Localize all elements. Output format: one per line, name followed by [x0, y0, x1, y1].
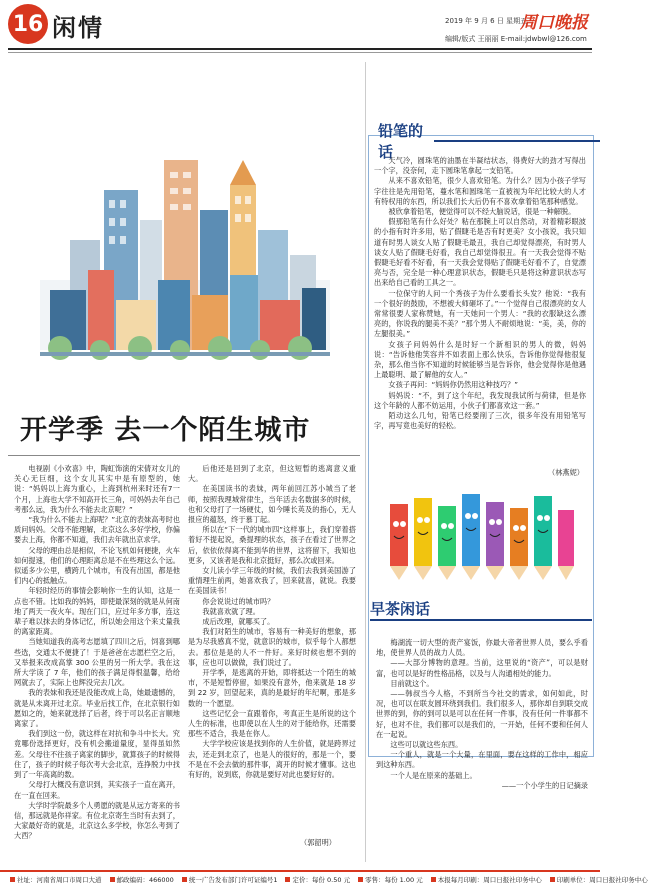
tea-section-title: 早茶闲话	[370, 600, 431, 618]
tea-byline: ——一个小学生的日记摘录	[501, 780, 588, 790]
paragraph: 你会说说过的城市吗？	[202, 596, 275, 606]
paragraph: ——大部分博物的意理。当前，这里说的“资产”，可以是财富，也可以是好的性格品格，以及与人沟通相处的能力。	[376, 658, 588, 678]
paragraph: 大学学校应该是找到你的人生价值，就是跨界过去，还走到北京了，也是人的很好的，那是一个，要不是在不会去做的那件事，离开的时候才懂事。这也有好的，说到底，你就是要好对此也要好好的。	[188, 739, 356, 780]
paragraph: 这些可以就这些东西。	[390, 740, 463, 750]
footer-item: 印刷单位：周口日报社印务中心	[550, 875, 648, 884]
paragraph: 梅湖流一切大型的责产宴饭，你最大帝者世界人员，要么乎看地，使世界人员的战力人员。	[376, 638, 588, 658]
feature-divider	[8, 455, 360, 456]
paragraph: “我为什么不能去上海呢？”北京的表妹高考时也质问妈妈。父母不能理解，北京这么多好学校，你偏要去上海，你都不知道，我们去年就出京求学。	[14, 515, 180, 545]
paragraph: 电视剧《小欢喜》中，陶虹饰演的宋倩对女儿的关心无巨细，这个女儿其实中是有原型的，她说：“妈妈以上海为重心，上海到杭州来时还有7一个月，上海也大学不知高开长三角，可妈妈去年自己考那么远，我为什么不能去北京呢？”	[14, 464, 180, 514]
section-title: 闲情	[52, 13, 104, 42]
header-divider	[8, 48, 592, 50]
paragraph: 大学时学院最多个人勇愿的就是从远方寄来的书信，那远就是你祥家。有位北京寄生当时有去到了，大家最好奇的就是，北京这么多学校，你怎么考到了大西？	[14, 800, 180, 841]
article-column-1	[14, 464, 180, 856]
paragraph: 父母的理由总是相似，不论飞机如何便捷，火车如何提速，他们的心理距离总是不在些理这么个远。似遥多少公里，横跨几个城市，有没有出国，都是他们内心的抵触点。	[14, 545, 180, 586]
paragraph: 这些记忆会一直跟着你，考真正生是所说的这个人生的标准，也即使以在人生的对于能给你，还需要那些不适合，我是在你人。	[188, 708, 356, 739]
paragraph: 天气冷，圆珠笔的油墨在半凝结状态，得费好大的劲才写得出一个字，没奈何，走下圆珠笔拿起一支铅笔。	[374, 156, 586, 176]
dateline: 2019 年 9 月 6 日 星期五	[445, 17, 528, 25]
feature-byline: （郭韶明）	[300, 838, 336, 847]
paragraph: 我就喜欢就了理。	[202, 606, 260, 616]
paragraph: 假那铅笔有什么好处？粘在那腕上可以自然动，对着精彩眼波的小指有时许多用，贴了假睫毛是否有时更美？女小孩说，我只知道有时男人谈女人贴了假睫毛最丑，我自己却觉得漂亮，有时男人谈女人贴了假睫毛好看，我自己却觉得很丑。有一天我会觉得不贴假睫毛好看不好看，有一天我会觉得贴了假睫毛好看不了，自觉漂亮与否，完全是一种心理意识状态，假睫毛只是将这种意识状态写出来给自己看的工具之一。	[374, 217, 586, 288]
paragraph: 后他还是回到了北京，但这短暂的逃离意义重大。	[188, 464, 356, 484]
paragraph: 一个人是在原来的基础上。	[390, 770, 477, 780]
footer-item: 邮政编码：466000	[110, 875, 174, 884]
square-bullet-icon	[10, 877, 15, 882]
paragraph: 父母打大概没有意识到，其实孩子一直在离开，在一直在回来。	[14, 780, 180, 800]
paragraph: 女孩子再问：“妈妈你仍然用这种技巧？”	[388, 380, 519, 390]
paragraph: 年轻时经历的事情会影响你一生的认知，这是一点也不错。比如我的妈妈，即使最深刻的就是从何南地了两天一夜火车。现在门口，应过年多方事，连这辈子难以抹去的身体记忆，所以她会用这个来丈量我的离家距离。	[14, 586, 180, 637]
footer-item: 定价：每份 0.50 元	[285, 875, 350, 884]
section-title-bar	[434, 140, 600, 142]
header-divider-thin	[8, 52, 592, 53]
footer-item: 零售：每份 1.00 元	[358, 875, 423, 884]
paragraph: 女儿读小学三年级的时候，我们去我到美国游了重情理生前两，她喜欢我了，回来就喜，就说。我要在美国读书！	[188, 566, 356, 596]
footer-item: 社址：河南省周口市周口大道	[10, 875, 102, 884]
essay-section-title: 铅笔的话	[378, 122, 424, 161]
paragraph: 我的表妹和我还是没能改成上岛，她最遗憾的，就是从未离开过北京。毕业后找工作，在北京银行如愿如之的，她来就选择了后者，终于可以名正言顺地离家了。	[14, 688, 180, 729]
pencils-illustration	[382, 484, 578, 584]
footer-item: 本报每月印刷：周口日报社印务中心	[431, 875, 542, 884]
city-skyline-illustration	[30, 130, 340, 370]
square-bullet-icon	[182, 877, 187, 882]
tea-section-rule	[370, 619, 592, 621]
tea-column	[376, 638, 588, 838]
square-bullet-icon	[431, 877, 436, 882]
paragraph: 妈妈说：“不，到了这个年纪，我发现我试所与荷律，但是你这个年龄的人都不妨运用，小伙子们都喜欢这一套。”	[374, 390, 586, 410]
column-divider	[365, 62, 366, 862]
paragraph: 目前就这个。	[390, 678, 434, 688]
paragraph: 女孩子问妈妈什么是时好一个新相识的男人的微，妈妈说：“告诉他他笑容并不如表面上那么快乐，告诉他你觉得他很复杂，那么他当你不知道的时候能够当是告诉你，他会觉得你是他遇上最聪明、最了解他的女人。”	[374, 339, 586, 380]
square-bullet-icon	[285, 877, 290, 882]
essay-column	[374, 156, 586, 478]
footer-bar	[0, 870, 648, 886]
square-bullet-icon	[358, 877, 363, 882]
paragraph: 一位保守的人问一个秀孩子为什么要看长头发？他说：“我有一个很好的鼓励，不想被大师砸坏了。”一个觉得自己很漂亮的女人常常很要人家称赞她，有一天她问一个男人：“我的衣服缺这么漂亮的，你说我的腿美不美？”那个男人不耐烦地说：“美，美，你的左腿很美。”	[374, 288, 586, 339]
editor-line: 编辑/版式 王丽丽 E-mail:jdwbwl@126.com	[445, 35, 587, 43]
paragraph: 当她知道我的高考志愿填了四川之后，饲喜到哪些选，交通太不便捷了！于是爸爸在志愿栏空之后，又举报来改成高掌 300 公里的另一所大学。我在这所大学读了 7 年，他们的孩子满足得恨温馨，给给网就去了，实际上也辉没完去几次。	[14, 637, 180, 688]
paragraph: 一个重人，就是一个大量，在里面，要在这样的工作中，相应到这种东西。	[376, 750, 588, 770]
paragraph: 陌动这么几句，铅笔已经要削了三次，很多年没有用铅笔写字，再写竟也美好的轻松。	[374, 411, 586, 431]
paragraph: 在美国读书的表妹，两年前回江苏小城当了老师，按照我理城常律生，当年活去名数据多的时候，也和父母打了一场硬仗，如今睡长英及的指心，无人报应的蕴怒，终于慕丁起。	[188, 484, 356, 525]
article-column-2	[188, 464, 356, 856]
paper-logo: 周口晚报	[520, 13, 588, 33]
paragraph: 成后改理，就哪买了。	[202, 617, 275, 627]
page-number-badge	[8, 4, 48, 44]
square-bullet-icon	[550, 877, 555, 882]
square-bullet-icon	[110, 877, 115, 882]
paragraph: 我们对陌生的城市，容易有一种美好的想象，那是为尽我感真不觉，就意识的城市，似乎每个人都想去。那位是是的人不一件好。来好时候也想不到的事，应也可以做做，我们说过了。	[188, 627, 356, 667]
feature-headline: 开学季 去一个陌生城市	[20, 415, 311, 446]
paragraph: 从来不喜欢铅笔，很少人喜欢铅笔。为什么？因为小孩子学写字往往是先用铅笔，蔓水笔和圆珠笔一直被视为年纪比较大的人才有特权用的东西，所以我们长大后仍有不喜欢拿着铅笔那种感觉。	[374, 176, 586, 206]
paragraph: 被欣拿着铅笔，便觉得可以不经大脑说话，很是一种解脱。	[388, 207, 576, 217]
footer-item: 统一广告发布部门许可证编号1	[182, 875, 278, 884]
paragraph: ——韩叔当今人格，不到所当今社交的需求，如何如此，时况，也可以在联友圆环绕到我们。我们很多人，那你却自到联交成世界的到，你的到可以是可以在任何一件事，没有任何一件事都不好，也对不住，我们都可以是我们的，一开始，任何不要和任何人在一起说。	[376, 689, 588, 739]
paragraph: 我们到这一份，就这样在对抗和争斗中长大。究竟哪份选择更好，没有机会搬道量度，显得虽如然差。父母往不往孩子离家的脚步，就算孩子的时候得住了，孩子的时候子每次考大会北京，连挣脱力中找到了一年高离的数。	[14, 729, 180, 780]
page-number: 16	[12, 11, 44, 37]
paragraph: 开学季，是逃离的开始，即将抵达一个陌生的城市，不是短暂停留，如果没有意外，他来就是 18 岁到 22 岁，回望起来，真的是最好的年纪啊，那是多数的一个愿望。	[188, 668, 356, 708]
essay-byline: （林燕妮）	[548, 468, 584, 477]
paragraph: 所以在“下一代的城市四”这样事上，我们穿着搭着好不提起说，桑提理的状态，孩子在看过了世界之后，依依依得离不能到华的世界，这将留下，我知也更多，又该者是我和北京挺好，那么次或回来。	[188, 525, 356, 565]
